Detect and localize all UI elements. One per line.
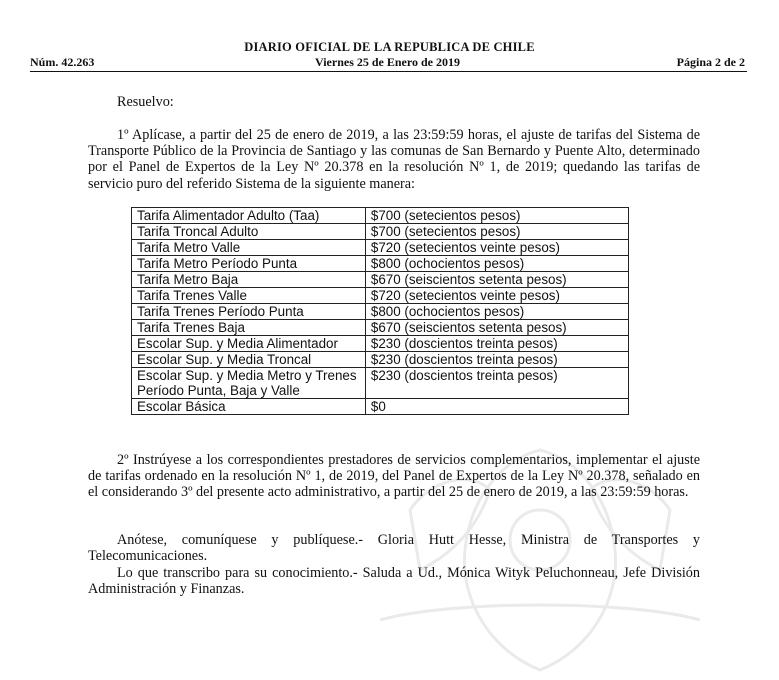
tariff-price: $800 (ochocientos pesos) [365,304,628,320]
table-row [132,352,629,368]
resuelvo-heading: Resuelvo: [117,94,174,110]
table-row [132,320,629,336]
tariff-price: $230 (doscientos treinta pesos) [365,352,628,368]
tariff-name: Escolar Sup. y Media Troncal [132,352,366,368]
article-1-paragraph: 1º Aplícase, a partir del 25 de enero de 2019, a las 23:59:59 horas, el ajuste de tarifas del Sistema de Transporte Público de la Provincia de Santiago y las comunas de San Bernardo y Puente Alto, determinado por el Panel de Expertos de la Ley Nº 20.378 en la resolución Nº 1, de 2019; quedando las tarifas de servicio puro del referido Sistema de la siguiente manera: [88,127,700,192]
signature-paragraph: Anótese, comuníquese y publíquese.- Gloria Hutt Hesse, Ministra de Transportes y Telecomunicaciones. [88,532,700,565]
tariff-price: $720 (setecientos veinte pesos) [365,288,628,304]
tariff-name: Escolar Sup. y Media Metro y Trenes Período Punta, Baja y Valle [132,368,366,399]
tariff-price: $670 (seiscientos setenta pesos) [365,272,628,288]
table-row [132,256,629,272]
transcription-paragraph: Lo que transcribo para su conocimiento.- Saluda a Ud., Mónica Wityk Peluchonneau, Jefe División Administración y Finanzas. [88,565,700,598]
issue-date: Viernes 25 de Enero de 2019 [315,55,460,69]
tariff-price: $720 (setecientos veinte pesos) [365,240,628,256]
tariff-name: Tarifa Trenes Valle [132,288,366,304]
table-row [132,288,629,304]
tariff-name: Tarifa Trenes Período Punta [132,304,366,320]
gazette-title: DIARIO OFICIAL DE LA REPUBLICA DE CHILE [244,40,535,54]
tariff-price: $670 (seiscientos setenta pesos) [365,320,628,336]
tariff-name: Tarifa Trenes Baja [132,320,366,336]
tariff-price: $800 (ochocientos pesos) [365,256,628,272]
tariff-price: $700 (setecientos pesos) [365,208,628,224]
header-divider [30,71,747,72]
table-row [132,240,629,256]
table-row [132,208,629,224]
tariff-table [131,207,629,415]
tariff-name: Tarifa Metro Período Punta [132,256,366,272]
tariff-name: Escolar Básica [132,399,366,415]
tariff-name: Escolar Sup. y Media Alimentador [132,336,366,352]
tariff-name: Tarifa Metro Baja [132,272,366,288]
tariff-name: Tarifa Metro Valle [132,240,366,256]
article-2-paragraph: 2º Instrúyese a los correspondientes prestadores de servicios complementarios, implementar el ajuste de tarifas ordenado en la resolución Nº 1, de 2019, del Panel de Expertos de la Ley Nº 20.378, señalado en el considerando 3º del presente acto administrativo, a partir del 25 de enero de 2019, a las 23:59:59 horas. [88,452,700,501]
table-row [132,304,629,320]
table-row [132,368,629,399]
tariff-price: $700 (setecientos pesos) [365,224,628,240]
table-row [132,224,629,240]
issue-number: Núm. 42.263 [30,55,95,69]
tariff-price: $230 (doscientos treinta pesos) [365,336,628,352]
page-indicator: Página 2 de 2 [676,55,745,69]
tariff-name: Tarifa Troncal Adulto [132,224,366,240]
tariff-name: Tarifa Alimentador Adulto (Taa) [132,208,366,224]
tariff-price: $0 [365,399,628,415]
table-row [132,336,629,352]
tariff-price: $230 (doscientos treinta pesos) [365,368,628,399]
table-row [132,272,629,288]
table-row [132,399,629,415]
